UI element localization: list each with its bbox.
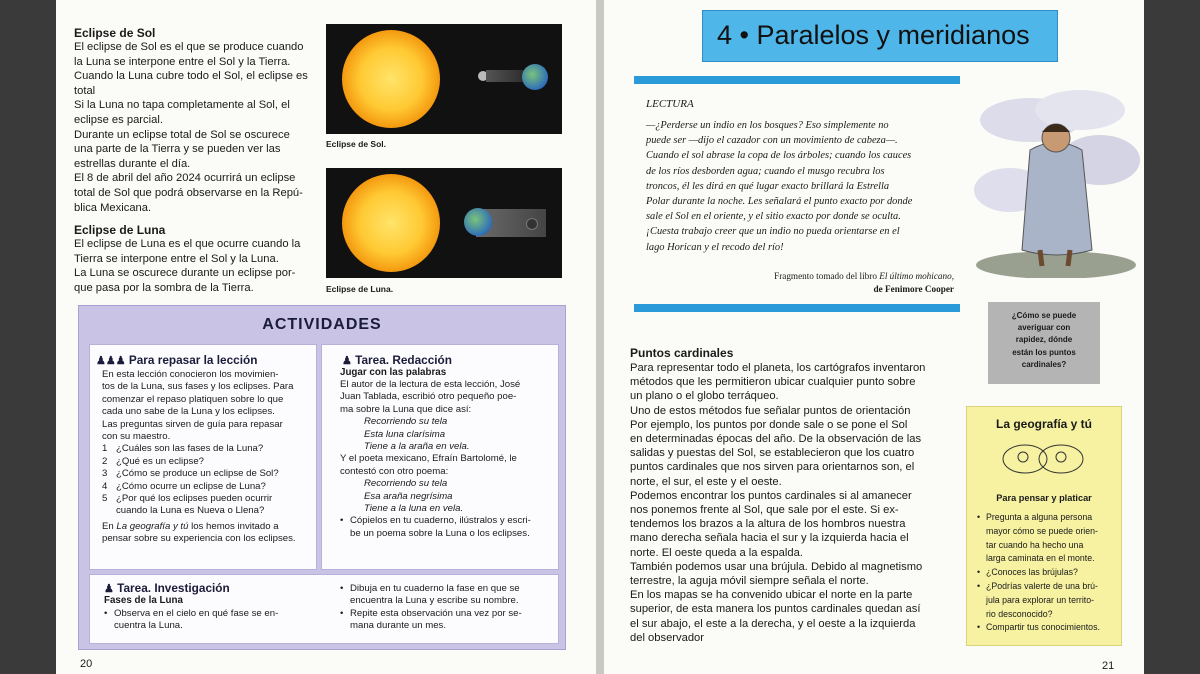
- chapter-title-box: [702, 10, 1058, 62]
- question-text: ¿Cómo se produce un eclipse de Sol?: [116, 468, 279, 480]
- bullet-text: tar cuando ha hecho una: [986, 539, 1084, 550]
- lectura-line: ¡Cuesta trabajo creer que un indio no pueda orientarse en el: [646, 226, 900, 238]
- poem-line: Tiene a la araña en vela.: [364, 441, 470, 453]
- bullet-dot: •: [340, 515, 344, 527]
- question-text: [988, 310, 1100, 371]
- text-line: ma sobre la Luna que dice así:: [340, 403, 472, 415]
- text-line: terrestre, la aguja móvil siempre señala el norte.: [630, 575, 869, 588]
- bullet-text: ¿Conoces las brújulas?: [986, 567, 1078, 578]
- text-line: el sur abajo, el este a la derecha, y el oeste a la izquierda: [630, 617, 916, 630]
- lectura-source: [644, 270, 954, 296]
- text-line: total: [74, 84, 96, 97]
- page-number-right: 21: [1102, 660, 1115, 672]
- text-line: eclipse es parcial.: [74, 113, 163, 126]
- book-gutter: [596, 0, 604, 674]
- text-line: En los mapas se ha convenido ubicar el norte en la parte: [630, 589, 913, 602]
- geo-bullet-line: [977, 621, 1117, 635]
- investigacion-title: Tarea. Investigación: [117, 581, 230, 595]
- right-page: [604, 0, 1144, 674]
- bullet-text: mayor cómo se puede orien-: [986, 525, 1098, 536]
- geografia-bullets: [977, 511, 1117, 635]
- poem-line: Esa araña negrísima: [364, 490, 453, 502]
- lectura-line: lago Horican y el recodo del río!: [646, 241, 784, 253]
- bullet-text: Observa en el cielo en qué fase se en-: [114, 608, 279, 619]
- bullet-line: [340, 583, 554, 595]
- poem-line: Recorriendo su tela: [364, 478, 448, 490]
- eclipse-sol-heading: Eclipse de Sol: [74, 26, 156, 40]
- investigacion-heading: [104, 581, 230, 595]
- question-text: ¿Cómo ocurre un eclipse de Luna?: [116, 480, 266, 492]
- text-line: En esta lección conocieron los movimien-: [102, 369, 279, 380]
- question-number: 5: [102, 493, 108, 505]
- text-line: Para representar todo el planeta, los cartógrafos inventaron: [630, 362, 926, 374]
- question-item: [102, 443, 312, 455]
- text-line: un plano o el globo terráqueo.: [630, 390, 779, 403]
- actividades-title: ACTIVIDADES: [262, 316, 382, 333]
- eclipse-luna-text: [74, 237, 312, 295]
- question-item: [102, 456, 312, 468]
- redaccion-title: Tarea. Redacción: [355, 353, 452, 367]
- geografia-subtitle: Para pensar y platicar: [996, 493, 1092, 503]
- geografia-drawing: [995, 439, 1091, 479]
- question-line: rapidez, dónde: [1015, 335, 1073, 345]
- question-text: cuando la Luna es Nueva o Llena?: [116, 505, 265, 517]
- repasar-heading: [96, 353, 257, 367]
- source-prefix: Fragmento tomado del libro: [774, 271, 880, 281]
- text-line: Juan Tablada, escribió otro pequeño poe-: [340, 391, 517, 403]
- bullet-text: ¿Podrías valerte de una brú-: [986, 580, 1098, 591]
- lectura-line: troncos, él les dirá en qué lugar exacto brillará la Estrella: [646, 180, 890, 192]
- closing-post: los hemos invitado a: [188, 520, 279, 532]
- caption-sol: Eclipse de Sol.: [326, 139, 386, 149]
- text-line: estrellas durante el día.: [74, 157, 191, 170]
- question-item: [102, 481, 312, 493]
- text-line: También podemos usar una brújula. Debido al magnetismo: [630, 560, 923, 573]
- bullet-dot: •: [104, 608, 108, 619]
- question-item: [102, 468, 312, 480]
- geo-bullet-line: [977, 552, 1117, 566]
- lectura-bottom-bar: [634, 304, 960, 312]
- text-line: superior, de esta manera los puntos cardinales quedan así: [630, 603, 921, 616]
- caption-luna: Eclipse de Luna.: [326, 284, 394, 294]
- question-number: 2: [102, 455, 108, 467]
- text-line: Tierra se interpone entre el Sol y la Luna.: [74, 252, 279, 265]
- text-line: Y el poeta mexicano, Efraín Bartolomé, le: [340, 453, 517, 465]
- lectura-line: Cuando el sol abrase la copa de los árboles; cuando los cauces: [646, 150, 912, 162]
- moon-image-2: [526, 218, 538, 230]
- eclipse-sol-text: [74, 40, 312, 215]
- text-line: Si la Luna no tapa completamente al Sol, el: [74, 99, 290, 112]
- text-line: del observador: [630, 631, 705, 644]
- text-line: comenzar el repaso platiquen sobre lo que: [102, 393, 284, 405]
- text-line: puntos cardinales que nos sirven para orientarnos son, el: [630, 461, 915, 474]
- text-line: El eclipse de Sol es el que se produce cuando: [74, 41, 304, 53]
- bullet-text: be un poema sobre la Luna o los eclipses.: [350, 527, 530, 539]
- sun-image: [342, 30, 440, 128]
- lectura-line: —¿Perderse un indio en los bosques? Eso simplemente no: [646, 120, 889, 131]
- lunar-eclipse-photo: [326, 168, 562, 278]
- bullet-text: Compartir tus conocimientos.: [986, 622, 1100, 633]
- closing-pre: En: [102, 520, 117, 532]
- bullet-dot: •: [977, 580, 981, 591]
- bullet-text: cuentra la Luna.: [114, 620, 183, 632]
- geo-bullet-line: [977, 566, 1117, 580]
- question-line: ¿Cómo se puede: [1011, 311, 1077, 320]
- text-line: Podemos encontrar los puntos cardinales si al amanecer: [630, 489, 912, 502]
- text-line: contestó con otro poema:: [340, 465, 449, 477]
- person-icon-2: ♟: [104, 583, 114, 595]
- geografia-box: [966, 406, 1122, 646]
- bullet-text: larga caminata en el monte.: [986, 553, 1095, 564]
- bullet-line: [104, 620, 314, 632]
- bullet-line: [340, 595, 554, 607]
- hunter-drawing: [970, 80, 1142, 278]
- bullet-text: Dibuja en tu cuaderno la fase en que se: [350, 583, 520, 594]
- text-line: Durante un eclipse total de Sol se oscurece: [74, 128, 290, 141]
- text-line: una parte de la Tierra y se pueden ver las: [74, 143, 281, 156]
- question-box: [988, 302, 1100, 384]
- text-line: Las preguntas sirven de guía para repasar: [102, 418, 283, 430]
- text-line: Por ejemplo, los puntos por donde sale o se pone el Sol: [630, 418, 908, 431]
- chapter-title: 4 • Paralelos y meridianos: [717, 20, 1030, 50]
- text-line: la Luna se interpone entre el Sol y la Tierra.: [74, 55, 291, 68]
- question-line: cardinales?: [1021, 359, 1067, 369]
- puntos-heading: Puntos cardinales: [630, 346, 734, 360]
- text-line: norte. El oeste queda a la espalda.: [630, 546, 803, 559]
- lectura-top-bar: [634, 76, 960, 84]
- text-line: Cuando la Luna cubre todo el Sol, el eclipse es: [74, 70, 308, 83]
- solar-eclipse-photo: [326, 24, 562, 134]
- text-line: en determinadas épocas del año. De la observación de las: [630, 433, 922, 446]
- bullet-dot: •: [977, 567, 981, 578]
- repasar-panel: [89, 344, 317, 570]
- bullet-text: jula para explorar un territo-: [986, 594, 1095, 605]
- text-line: tos de la Luna, sus fases y los eclipses. Para: [102, 381, 294, 393]
- geo-bullet-line: [977, 608, 1117, 622]
- poem-line: Esta luna clarísima: [364, 428, 446, 440]
- text-line: El autor de la lectura de esta lección, José: [340, 379, 521, 390]
- earth-image-2: [464, 208, 492, 236]
- text-line: métodos que les permitieron ubicar cualquier punto sobre: [630, 376, 916, 389]
- bullet-text: mana durante un mes.: [350, 620, 446, 632]
- text-line: nos ponemos frente al Sol, que sale por el este. Si ex-: [630, 504, 899, 517]
- question-number: 1: [102, 443, 108, 455]
- earth-image: [522, 64, 548, 90]
- text-line: mano derecha señala hacia el sur y la izquierda hacia el: [630, 532, 909, 545]
- question-text: ¿Qué es un eclipse?: [116, 455, 204, 467]
- poem-line: Recorriendo su tela: [364, 416, 448, 428]
- question-number: 3: [102, 468, 108, 480]
- question-text: ¿Cuáles son las fases de la Luna?: [116, 443, 264, 455]
- repasar-title: Para repasar la lección: [128, 353, 258, 367]
- closing-line-2: pensar sobre su experiencia con los eclipses.: [102, 533, 296, 545]
- redaccion-subtitle: Jugar con las palabras: [340, 367, 447, 378]
- text-line: El eclipse de Luna es el que ocurre cuando la: [74, 238, 301, 250]
- lectura-label: LECTURA: [646, 98, 694, 110]
- hunter-illustration: [970, 80, 1142, 278]
- bullet-dot: •: [977, 512, 981, 522]
- bullet-line: [104, 608, 314, 620]
- puntos-text: [630, 361, 960, 645]
- bullet-text: rio desconocido?: [986, 608, 1053, 619]
- bullet-dot: •: [340, 583, 344, 594]
- bullet-line: [340, 620, 554, 632]
- bullet-dot: •: [340, 607, 344, 619]
- text-line: tendemos los brazos a la altura de los hombros nuestra: [630, 518, 906, 531]
- text-line: blica Mexicana.: [74, 201, 152, 214]
- lectura-line: sale el Sol en el oriente, y el sitio exacto por donde se oculta.: [646, 211, 901, 223]
- question-line: averiguar con: [1017, 323, 1071, 333]
- question-line: están los puntos: [1012, 347, 1076, 357]
- closing-italic: La geografía y tú: [116, 520, 189, 532]
- text-line: norte, el sur, el este y el oeste.: [630, 475, 782, 488]
- question-item: [102, 505, 312, 517]
- eclipse-luna-heading: Eclipse de Luna: [74, 223, 166, 237]
- geo-bullet-line: [977, 525, 1117, 539]
- text-line: que pasa por la sombra de la Tierra.: [74, 281, 254, 294]
- text-line: salidas y puestas del Sol, se establecieron que los cuatro: [630, 447, 915, 460]
- source-book: El último mohicano,: [879, 271, 954, 281]
- bullet-line: [340, 608, 554, 620]
- source-author: de Fenimore Cooper: [873, 284, 954, 294]
- text-line: Uno de estos métodos fue señalar puntos de orientación: [630, 404, 911, 417]
- sun-image-2: [342, 174, 440, 272]
- lectura-line: puede ser —dijo el cazador con un movimiento de cabeza—.: [646, 135, 898, 147]
- redaccion-panel: [321, 344, 559, 570]
- investigacion-bullet-1: [104, 608, 314, 633]
- bullet-line: [340, 515, 554, 527]
- question-text: ¿Por qué los eclipses pueden ocurrir: [116, 493, 273, 505]
- closing-line: [102, 521, 312, 533]
- text-line: total de Sol que podrá observarse en la Repú-: [74, 186, 303, 199]
- text-line: La Luna se oscurece durante un eclipse por-: [74, 267, 296, 280]
- text-line: con su maestro.: [102, 431, 171, 443]
- bullet-dot: •: [977, 622, 981, 633]
- investigacion-subtitle: Fases de la Luna: [104, 595, 183, 606]
- text-line: El 8 de abril del año 2024 ocurrirá un eclipse: [74, 172, 296, 185]
- bullet-text: encuentra la Luna y escribe su nombre.: [350, 595, 519, 607]
- question-item: [102, 493, 312, 505]
- bullet-line: [340, 528, 554, 540]
- redaccion-text: [340, 379, 554, 540]
- left-page: [56, 0, 596, 674]
- investigacion-panel: [89, 574, 559, 644]
- geo-bullet-line: [977, 594, 1117, 608]
- geo-bullet-line: [977, 511, 1117, 525]
- redaccion-heading: [342, 353, 452, 367]
- repasar-text: [102, 369, 312, 546]
- investigacion-bullets-2-3: [340, 583, 554, 633]
- geo-bullet-line: [977, 539, 1117, 553]
- poem-line: Tiene a la luna en vela.: [364, 503, 464, 515]
- lectura-line: de los ríos desborden agua; cuando el musgo recubra los: [646, 165, 885, 177]
- people-icon: ♟♟♟: [96, 355, 126, 367]
- question-number: 4: [102, 480, 108, 492]
- lectura-line: Polar durante la noche. Les señalará el punto exacto por donde: [646, 196, 913, 208]
- actividades-box: [78, 305, 566, 650]
- geografia-title: La geografía y tú: [995, 417, 1093, 431]
- lectura-text: [646, 118, 946, 255]
- text-line: cada uno sabe de la Luna y los eclipses.: [102, 406, 275, 418]
- geo-bullet-line: [977, 580, 1117, 594]
- bullet-text: Cópielos en tu cuaderno, ilústralos y escri-: [350, 515, 531, 527]
- person-icon: ♟: [342, 355, 352, 367]
- bullet-text: Repite esta observación una vez por se-: [350, 607, 522, 619]
- bullet-text: Pregunta a alguna persona: [986, 512, 1093, 522]
- page-number-left: 20: [80, 658, 93, 670]
